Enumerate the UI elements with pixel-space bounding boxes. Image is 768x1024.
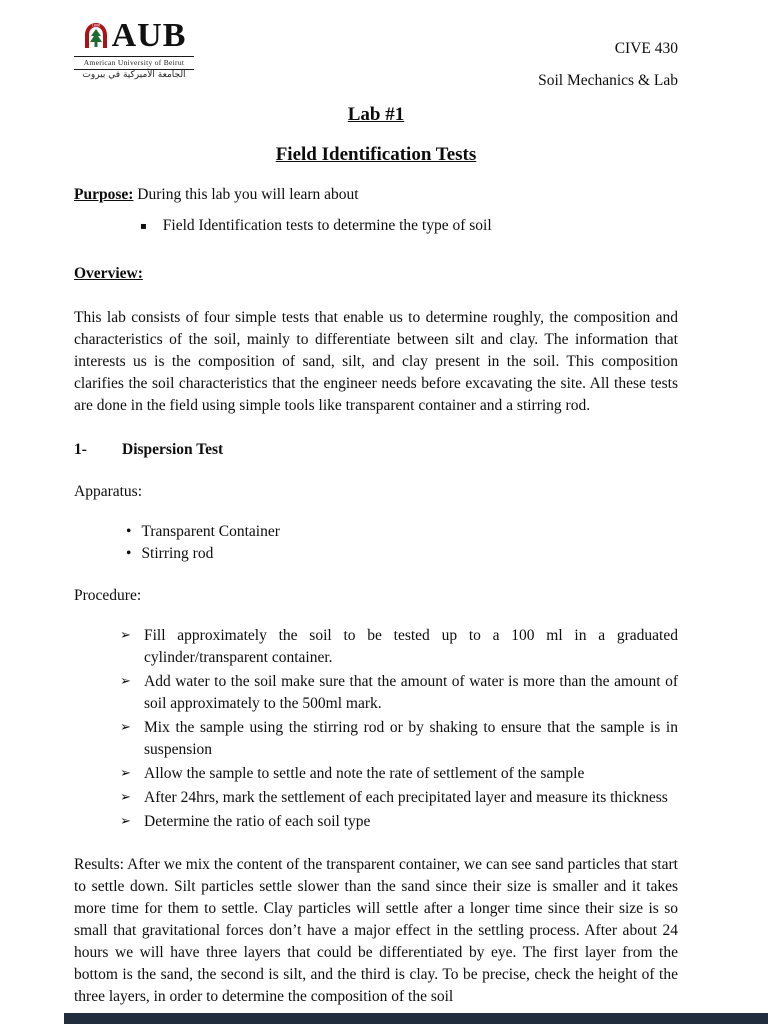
- section-title: Dispersion Test: [122, 441, 224, 458]
- document-titles: [74, 104, 678, 166]
- aub-logo: [74, 18, 194, 80]
- aub-logo-top: [74, 18, 194, 57]
- section-1-heading: [74, 439, 678, 461]
- list-item: ➢ Add water to the soil make sure that the amount of water is more than the amount of soil approximately to the 500ml mark.: [120, 671, 678, 715]
- overview-label-text: Overview:: [74, 265, 143, 282]
- aub-arabic-name: الجامعة الأميركية في بيروت: [82, 69, 186, 80]
- course-info: [538, 18, 678, 90]
- list-item: ➢ Allow the sample to settle and note the rate of settlement of the sample: [120, 763, 678, 785]
- page-header: [74, 18, 678, 90]
- cedar-emblem-icon: [82, 21, 110, 51]
- apparatus-label: Apparatus:: [74, 483, 143, 500]
- list-item: ▪ Field Identification tests to determine the type of soil: [140, 215, 678, 238]
- course-code: CIVE 430: [614, 40, 678, 57]
- purpose-label: Purpose:: [74, 186, 134, 203]
- lab-number-title: Lab #1: [347, 104, 405, 125]
- apparatus-list: [126, 521, 678, 565]
- list-item: • Stirring rod: [126, 543, 678, 565]
- procedure-label: Procedure:: [74, 587, 142, 604]
- overview-paragraph: This lab consists of four simple tests that enable us to determine roughly, the composition and characteristics of the soil, mainly to differentiate between silt and clay. The information that interests us is the composition of sand, silt, and clay present in the soil. This composition clarifies the soil characteristics that the engineer needs before excavating the site. All these tests are done in the field using simple tools like transparent container and a stirring rod.: [74, 309, 678, 414]
- purpose-text: During this lab you will learn about: [133, 186, 359, 203]
- list-item: • Transparent Container: [126, 521, 678, 543]
- results-paragraph: Results: After we mix the content of the transparent container, we can see sand particles that start to settle down. Silt particles settle slower than the sand since their size is smaller and it takes more time for them to settle. Clay particles will settle after a longer time since their size is so small that gravitational forces don’t have a major effect in the settling process. After about 24 hours we will have three layers that could be differentiated by eye. The first layer from the bottom is the sand, the second is silt, and the third is clay. To be precise, check the height of the three layers, in order to determine the composition of the soil: [74, 856, 678, 1005]
- document-body: [74, 184, 678, 1008]
- lab-name-title: Field Identification Tests: [275, 144, 477, 165]
- viewer-bottom-bar: [64, 1013, 768, 1024]
- aub-university-name: American University of Beirut: [74, 59, 194, 70]
- aub-acronym: AUB: [111, 17, 187, 54]
- overview-label: [74, 263, 678, 285]
- list-item: ➢ Fill approximately the soil to be tested up to a 100 ml in a graduated cylinder/transparent container.: [120, 625, 678, 669]
- procedure-list: [120, 625, 678, 833]
- svg-text:1866: 1866: [91, 23, 100, 28]
- purpose-bullet-list: [140, 215, 678, 238]
- course-name: Soil Mechanics & Lab: [538, 72, 678, 89]
- list-item: ➢ Determine the ratio of each soil type: [120, 811, 678, 833]
- purpose-line: [74, 184, 678, 206]
- list-item: ➢ After 24hrs, mark the settlement of each precipitated layer and measure its thickness: [120, 787, 678, 809]
- list-item: ➢ Mix the sample using the stirring rod or by shaking to ensure that the sample is in suspension: [120, 717, 678, 761]
- section-number: 1-: [74, 441, 87, 458]
